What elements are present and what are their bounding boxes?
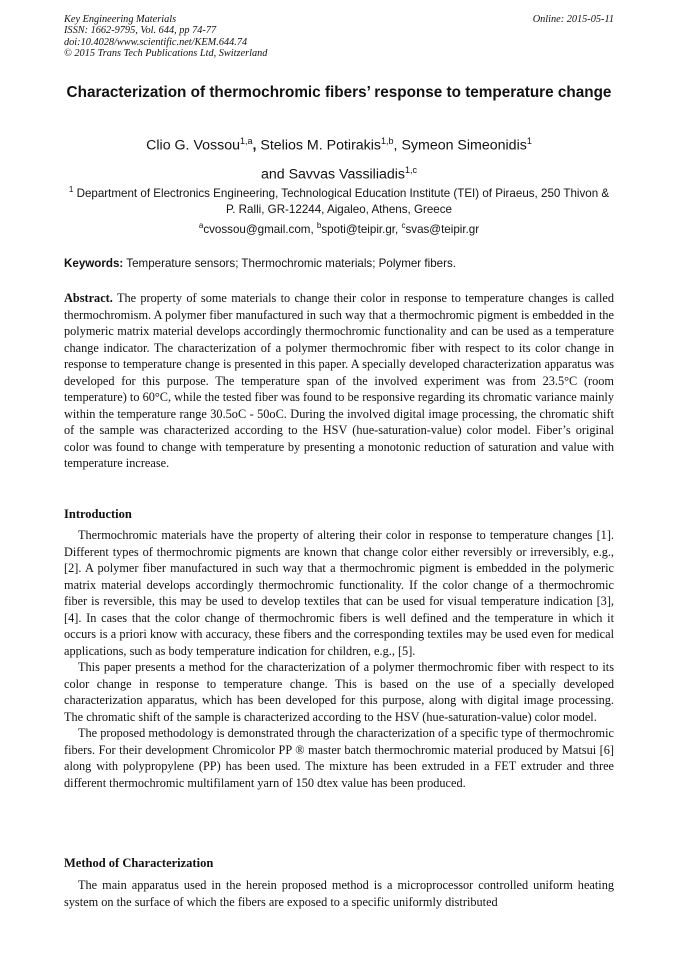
author-name: Symeon Simeonidis (401, 137, 527, 154)
author-separator: , (393, 137, 402, 154)
email-link[interactable]: cvossou@gmail.com (203, 222, 311, 236)
author-sup: 1,c (405, 164, 418, 175)
paper-title: Characterization of thermochromic fibers’ response to temperature change (66, 84, 612, 101)
doi: doi:10.4028/www.scientific.net/KEM.644.74 (64, 36, 248, 48)
author-sup: 1,b (381, 136, 394, 146)
author-sup: 1,a (239, 136, 253, 146)
journal-header (64, 14, 614, 60)
abstract (64, 290, 614, 472)
author-sup: 1 (526, 136, 532, 146)
author-line-1 (64, 129, 614, 158)
author-name: Savvas Vassiliadis (288, 166, 406, 183)
journal-name: Key Engineering Materials (64, 14, 177, 25)
author-separator: , (252, 137, 261, 154)
author-separator: and (260, 166, 289, 183)
keywords (64, 256, 614, 272)
method-heading: Method of Characterization (64, 856, 214, 870)
paragraph: The main apparatus used in the herein proposed method is a microprocessor controlled uniform heating system on the surface of which the fibers are exposed to a specific uniformly distributed (64, 878, 614, 909)
issn: ISSN: 1662-9795, Vol. 644, pp 74-77 (64, 25, 217, 37)
author-name: Stelios M. Potirakis (260, 137, 382, 154)
paragraph: This paper presents a method for the characterization of a polymer thermochromic fiber with respect to its color change in response to temperature change. This is based on the use of a specially developed characterization apparatus, which has been developed for this purpose, along with digital image processing. The chromatic shift of the sample is characterized according to the HSV (hue-saturation-value) color model. (64, 660, 614, 724)
email-link[interactable]: spoti@teipir.gr (321, 222, 396, 236)
introduction-body (64, 527, 614, 791)
affiliation (64, 182, 614, 218)
online-date: Online: 2015-05-11 (532, 14, 614, 25)
abstract-text: The property of some materials to change their color in response to temperature changes is called thermochromism. A polymer fiber manufactured in such way that a thermochromic pigment is embedded in the polymeric matrix material develops accordingly thermochromic functionality and can be used as a temperature change indicator. The characterization of a polymer thermochromic fiber with respect to its color change in response to temperature change is presented in this paper. A specially developed characterization apparatus was developed for this purpose. The temperature span of the involved experiment was from 23.5°C (room temperature) to 60°C, while the tested fiber was found to be responsive regarding its chromatic variance mainly within the temperature range 30.5oC - 50oC. During the involved digital image processing, the chromatic shift of the sample was characterized according to the HSV (hue-saturation-value) color model. Fiber’s original color was found to change with temperature by presenting a monotonic reduction of saturation and value with temperature increase. (64, 291, 614, 470)
author-list (64, 129, 614, 186)
affiliation-sup: 1 (68, 185, 74, 194)
paragraph: The proposed methodology is demonstrated through the characterization of a specific type of thermochromic fibers. For their development Chromicolor PP ® master batch thermochromic material produced by Matsui [6] along with polypropylene (PP) has been used. The mixture has been extruded in a FET extruder and three different thermochromic multifilament yarn of 150 dtex value has been produced. (64, 726, 614, 790)
abstract-label: Abstract. (64, 291, 113, 305)
introduction-heading: Introduction (64, 507, 132, 521)
author-name: Clio G. Vossou (146, 137, 240, 154)
affiliation-text: Department of Electronics Engineering, Technological Education Institute (TEI) of Piraeus, 250 Thivon & P. Ralli, GR-12244, Aigaleo, Athens, Greece (76, 186, 610, 216)
email-sup: a (198, 221, 204, 230)
email-list: $^a$cvossou@gmail.com, $^b$spoti@teipir.gr, $^c$svas@teipir.gr (198, 221, 480, 236)
keywords-label: Keywords: (64, 257, 124, 270)
method-body (64, 877, 614, 910)
email-link[interactable]: svas@teipir.gr (405, 222, 480, 236)
paragraph: Thermochromic materials have the property of altering their color in response to temperature changes [1]. Different types of thermochromic pigments are known that change color either reversibly or irreversibly, e.g., [2]. A polymer fiber manufactured in such way that a thermochromic pigment is embedded in the polymeric matrix material develops accordingly thermochromic functionality. If the color change of a thermochromic fiber is reversible, this may be used to develop textiles that can be used for visual temperature indication [3], [4]. In cases that the color change of thermochromic fibers is well defined and the temperature in which it occurs is a priori know with accuracy, these fibers and the corresponding textiles may be used even for medical applications, such as body temperature indication for children, e.g., [5]. (64, 528, 614, 658)
copyright: © 2015 Trans Tech Publications Ltd, Switzerland (64, 48, 268, 60)
header-left (64, 14, 614, 60)
keywords-text: Temperature sensors; Thermochromic materials; Polymer fibers. (126, 257, 456, 270)
email-sup: c (401, 221, 406, 230)
email-sup: b (316, 221, 322, 230)
